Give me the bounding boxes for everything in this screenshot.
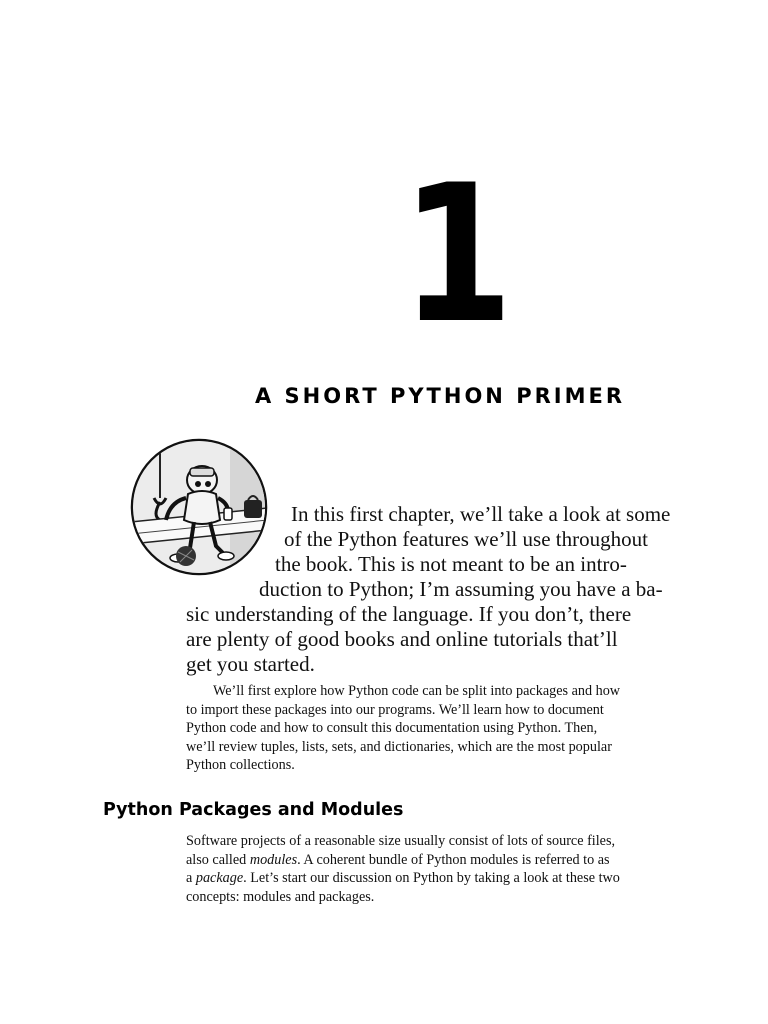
intro-line-6: are plenty of good books and online tutorials that’ll — [186, 627, 618, 651]
text-segment: . Let’s start our discussion on Python by taking a look at these two — [243, 870, 620, 886]
body-line — [186, 869, 686, 888]
body-line — [186, 851, 686, 870]
body-line: We’ll first explore how Python code can be split into packages and how — [213, 683, 621, 699]
section-heading: Python Packages and Modules — [103, 800, 404, 820]
intro-line-4: duction to Python; I’m assuming you have a ba- — [259, 577, 663, 601]
robot-on-beam-illustration-icon — [130, 438, 268, 576]
text-segment: . A coherent bundle of Python modules is referred to as — [297, 851, 610, 868]
body-paragraph-intro — [186, 682, 686, 775]
body-line: we’ll review tuples, lists, sets, and dictionaries, which are the most popular — [186, 738, 612, 755]
intro-line-2: of the Python features we’ll use throughout — [284, 527, 648, 551]
term-package: package — [195, 870, 244, 886]
term-modules: modules — [249, 851, 298, 868]
body-line: Software projects of a reasonable size usually consist of lots of source files, — [186, 833, 616, 849]
intro-line-5: sic understanding of the language. If you don’t, there — [186, 602, 632, 626]
intro-line-3: the book. This is not meant to be an intro- — [275, 552, 627, 576]
body-line: concepts: modules and packages. — [186, 888, 375, 905]
chapter-number: 1 — [401, 144, 514, 365]
body-line: to import these packages into our programs. We’ll learn how to document — [186, 701, 604, 718]
text-segment: a — [186, 870, 196, 886]
chapter-title: A SHORT PYTHON PRIMER — [254, 384, 625, 408]
text-segment: also called — [186, 851, 250, 868]
intro-line-7: get you started. — [186, 652, 315, 676]
body-line: Python code and how to consult this documentation using Python. Then, — [186, 720, 598, 736]
intro-line-1: In this first chapter, we’ll take a look at some — [291, 502, 671, 526]
section-paragraph — [186, 832, 686, 906]
body-line: Python collections. — [186, 757, 295, 773]
